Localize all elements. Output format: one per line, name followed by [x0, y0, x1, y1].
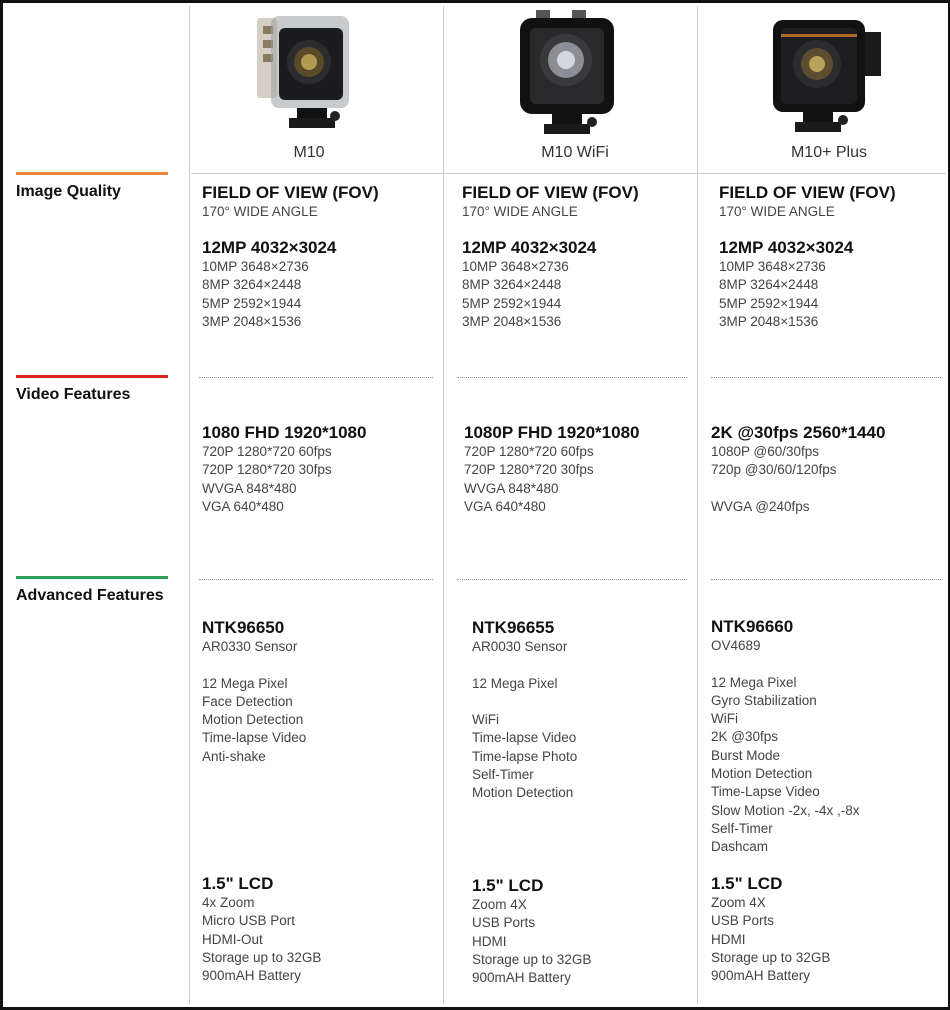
spec-line: WVGA @240fps [711, 498, 810, 514]
section-separator [711, 377, 941, 378]
spec-line: Motion Detection [472, 785, 574, 801]
model-name: M10+ Plus [790, 144, 868, 161]
spec-line: Storage up to 32GB [711, 949, 831, 965]
spec-line: 8MP 3264×2448 [202, 277, 302, 293]
spec-line [202, 656, 306, 674]
spec-line: AR0030 Sensor [472, 639, 568, 654]
resolution-spec [202, 238, 336, 331]
spec-line: 5MP 2592×1944 [719, 295, 819, 311]
spec-line: WVGA 848*480 [464, 480, 559, 496]
lcd-spec [472, 876, 591, 987]
resolution-title: 12MP 4032×3024 [462, 238, 597, 257]
spec-line: 12 Mega Pixel [472, 675, 558, 691]
spec-line: 10MP 3648×2736 [719, 259, 826, 274]
spec-line: Self-Timer [711, 820, 773, 836]
fov-title: FIELD OF VIEW (FOV) [462, 183, 639, 202]
lcd-feature-list [202, 894, 321, 985]
spec-line: WVGA 848*480 [202, 480, 297, 496]
spec-line: 2K @30fps [711, 729, 778, 745]
chip-spec [711, 617, 860, 857]
spec-line [711, 655, 860, 673]
spec-line: OV4689 [711, 638, 761, 653]
fov-subtitle: 170° WIDE ANGLE [202, 204, 318, 219]
spec-line: WiFi [472, 712, 499, 728]
resolution-list [202, 258, 336, 331]
chip-title: NTK96650 [202, 618, 285, 637]
resolution-list [462, 258, 596, 331]
video-list [202, 443, 366, 516]
spec-line: 3MP 2048×1536 [719, 313, 819, 329]
resolution-spec [462, 238, 596, 331]
category-accent-bar [16, 375, 168, 378]
category-video-features [16, 375, 176, 404]
spec-line: Motion Detection [711, 766, 813, 782]
spec-line: Slow Motion -2x, -4x ,-8x [711, 802, 860, 818]
video-list [711, 443, 885, 516]
category-advanced-features [16, 576, 176, 605]
spec-line: AR0330 Sensor [202, 639, 298, 654]
spec-line: HDMI-Out [202, 931, 263, 947]
spec-line: 3MP 2048×1536 [202, 313, 302, 329]
chip-title: NTK96660 [711, 617, 794, 636]
spec-line: USB Ports [472, 915, 536, 931]
header-divider [191, 173, 946, 174]
spec-line: Time-lapse Video [472, 730, 577, 746]
spec-line [472, 693, 577, 711]
category-accent-bar [16, 576, 168, 579]
category-label: Image Quality [16, 183, 121, 200]
fov-spec [719, 183, 896, 221]
spec-line [711, 480, 885, 498]
category-label: Advanced Features [16, 587, 164, 604]
category-label: Video Features [16, 386, 131, 403]
category-accent-bar [16, 172, 168, 175]
spec-line: VGA 640*480 [464, 498, 546, 514]
camera-m10-wifi-image [490, 8, 650, 138]
spec-line: Time-lapse Photo [472, 748, 578, 764]
spec-line: Face Detection [202, 693, 293, 709]
spec-line: 720P 1280*720 30fps [464, 462, 594, 478]
category-image-quality [16, 172, 176, 201]
spec-line: 900mAH Battery [472, 970, 572, 986]
spec-line: Storage up to 32GB [202, 949, 322, 965]
spec-line: 720p @30/60/120fps [711, 462, 837, 478]
spec-line: Zoom 4X [711, 895, 766, 910]
spec-line: HDMI [472, 933, 507, 949]
spec-line: Burst Mode [711, 747, 781, 763]
resolution-title: 12MP 4032×3024 [202, 238, 337, 257]
column-divider [189, 6, 190, 1004]
spec-line: 900mAH Battery [202, 968, 302, 984]
lcd-title: 1.5" LCD [472, 876, 544, 895]
spec-line: 720P 1280*720 60fps [464, 444, 594, 459]
spec-line: USB Ports [711, 913, 775, 929]
spec-line: Micro USB Port [202, 913, 296, 929]
spec-line: 10MP 3648×2736 [202, 259, 309, 274]
resolution-title: 12MP 4032×3024 [719, 238, 854, 257]
spec-line: 8MP 3264×2448 [462, 277, 562, 293]
spec-line: 12 Mega Pixel [202, 675, 288, 691]
model-name: M10 [293, 144, 325, 161]
spec-line: 3MP 2048×1536 [462, 313, 562, 329]
fov-title: FIELD OF VIEW (FOV) [202, 183, 379, 202]
spec-line: Time-Lapse Video [711, 784, 820, 800]
video-spec [202, 423, 366, 516]
lcd-spec [711, 874, 830, 985]
spec-line: 720P 1280*720 60fps [202, 444, 332, 459]
resolution-spec [719, 238, 853, 331]
spec-line: Zoom 4X [472, 897, 527, 912]
section-separator [457, 579, 687, 580]
chip-feature-list [202, 638, 306, 766]
spec-line: Dashcam [711, 839, 769, 855]
section-separator [199, 377, 433, 378]
section-separator [711, 579, 941, 580]
lcd-title: 1.5" LCD [711, 874, 783, 893]
fov-spec [202, 183, 379, 221]
camera-m10-image [235, 8, 395, 138]
spec-line: 900mAH Battery [711, 968, 811, 984]
spec-line: Storage up to 32GB [472, 951, 592, 967]
spec-line: Gyro Stabilization [711, 692, 817, 708]
lcd-spec [202, 874, 321, 985]
spec-line: Self-Timer [472, 767, 534, 783]
spec-line: WiFi [711, 711, 738, 727]
video-spec [464, 423, 640, 516]
spec-line: Time-lapse Video [202, 730, 307, 746]
spec-line: 5MP 2592×1944 [462, 295, 562, 311]
model-name: M10 WiFi [541, 144, 609, 161]
spec-line: 12 Mega Pixel [711, 674, 797, 690]
lcd-title: 1.5" LCD [202, 874, 274, 893]
spec-line: Motion Detection [202, 712, 304, 728]
chip-spec [202, 618, 306, 766]
chip-feature-list [711, 637, 860, 857]
chip-spec [472, 618, 577, 803]
column-divider [443, 6, 444, 1004]
fov-subtitle: 170° WIDE ANGLE [462, 204, 578, 219]
lcd-feature-list [472, 896, 591, 987]
video-title: 1080 FHD 1920*1080 [202, 423, 367, 442]
spec-line: 5MP 2592×1944 [202, 295, 302, 311]
spec-line [472, 656, 577, 674]
spec-line: VGA 640*480 [202, 498, 284, 514]
fov-title: FIELD OF VIEW (FOV) [719, 183, 896, 202]
section-separator [199, 579, 433, 580]
spec-line: 10MP 3648×2736 [462, 259, 569, 274]
resolution-list [719, 258, 853, 331]
spec-line: 720P 1280*720 30fps [202, 462, 332, 478]
spec-line: HDMI [711, 931, 746, 947]
lcd-feature-list [711, 894, 830, 985]
section-separator [457, 377, 687, 378]
column-divider [697, 6, 698, 1004]
video-list [464, 443, 640, 516]
spec-line: 8MP 3264×2448 [719, 277, 819, 293]
video-title: 1080P FHD 1920*1080 [464, 423, 640, 442]
video-spec [711, 423, 885, 516]
fov-spec [462, 183, 639, 221]
spec-line: 4x Zoom [202, 895, 255, 910]
spec-line: 1080P @60/30fps [711, 444, 820, 459]
chip-feature-list [472, 638, 577, 803]
camera-m10-plus-image [745, 8, 905, 138]
fov-subtitle: 170° WIDE ANGLE [719, 204, 835, 219]
video-title: 2K @30fps 2560*1440 [711, 423, 886, 442]
chip-title: NTK96655 [472, 618, 555, 637]
spec-line: Anti-shake [202, 748, 266, 764]
